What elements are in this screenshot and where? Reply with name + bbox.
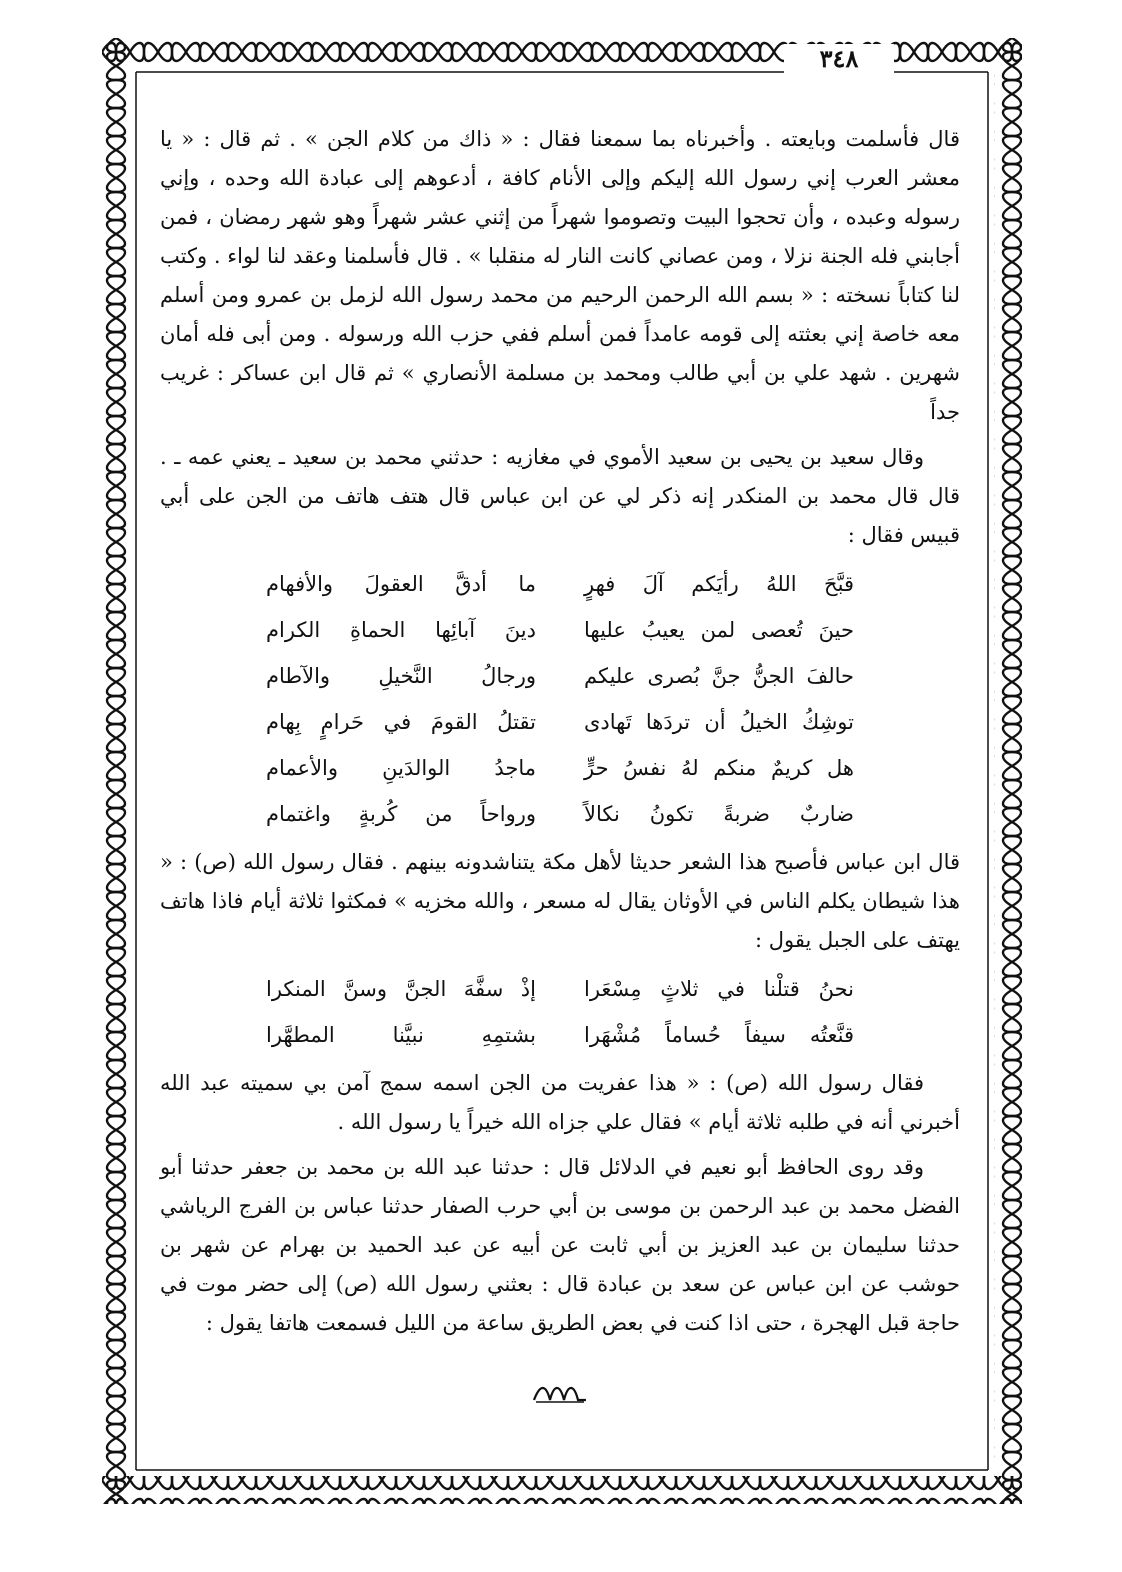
verse <box>160 699 960 745</box>
verse-second-hemistich: ورواحاً من كُربةٍ واغتمام <box>266 802 536 826</box>
verse <box>160 966 960 1012</box>
paragraph-5: وقد روى الحافظ أبو نعيم في الدلائل قال : حدثنا عبد الله بن محمد بن جعفر حدثنا أبو الفضل محمد بن عبد الرحمن بن موسى بن أبي حرب الصفار حدثنا عباس بن الفرج الرياشي حدثنا سليمان بن عبد العزيز بن أبي ثابت عن أبيه عن عبد الحميد بن بهرام عن شهر بن حوشب عن ابن عباس عن سعد بن عبادة قال : بعثني رسول الله (ص) إلى حضر موت في حاجة قبل الهجرة ، حتى اذا كنت في بعض الطريق ساعة من الليل فسمعت هاتفا يقول : <box>160 1155 960 1335</box>
poem-2 <box>160 966 960 1058</box>
verse-second-hemistich: بشتمِهِ نبيَّنا المطهَّرا <box>266 1023 536 1047</box>
verse-first-hemistich: ضاربٌ ضربةً تكونُ نكالاً <box>584 802 854 826</box>
verse-second-hemistich: تقتلُ القومَ في حَرامٍ بِهام <box>266 710 536 734</box>
ornament-glyph-icon <box>530 1380 590 1406</box>
verse <box>160 653 960 699</box>
verse-second-hemistich: ورجالُ النَّخيلِ والآطام <box>266 664 536 688</box>
verse-second-hemistich: ماجدُ الوالدَينِ والأعمام <box>266 756 536 780</box>
paragraph-2: وقال سعيد بن يحيى بن سعيد الأموي في مغازيه : حدثني محمد بن سعيد ـ يعني عمه ـ . قال قال محمد بن المنكدر إنه ذكر لي عن ابن عباس قال هتف هاتف من الجن على أبي قبيس فقال : <box>160 445 960 547</box>
verse <box>160 745 960 791</box>
paragraph-1: قال فأسلمت وبايعته . وأخبرناه بما سمعنا فقال : « ذاك من كلام الجن » . ثم قال : « يا معشر العرب إني رسول الله إليكم وإلى الأنام كافة ، أدعوهم إلى عبادة الله وحده ، وإني رسوله وعبده ، وأن تحجوا البيت وتصوموا شهراً من إثني عشر شهراً وهو شهر رمضان ، فمن أجابني فله الجنة نزلا ، ومن عصاني كانت النار له منقلبا » . قال فأسلمنا وعقد لنا لواء . وكتب لنا كتاباً نسخته : « بسم الله الرحمن الرحيم من محمد رسول الله لزمل بن عمرو ومن أسلم معه خاصة إني بعثته إلى قومه عامداً فمن أسلم ففي حزب الله ورسوله . ومن أبى فله أمان شهرين . شهد علي بن أبي طالب ومحمد بن مسلمة الأنصاري » ثم قال ابن عساكر : غريب جداً <box>160 127 960 424</box>
verse <box>160 607 960 653</box>
paragraph-4: فقال رسول الله (ص) : « هذا عفريت من الجن اسمه سمج آمن بي سميته عبد الله أخبرني أنه في طلبه ثلاثة أيام » فقال علي جزاه الله خيراً يا رسول الله . <box>160 1071 960 1134</box>
verse-second-hemistich: إذْ سفَّهَ الجنَّ وسنَّ المنكرا <box>266 977 536 1001</box>
verse <box>160 791 960 837</box>
page-body <box>160 120 960 1349</box>
verse-first-hemistich: هل كريمٌ منكم لهُ نفسُ حرٍّ <box>584 756 854 780</box>
verse-first-hemistich: قنَّعتُه سيفاً حُساماً مُشْهَرا <box>584 1023 854 1047</box>
verse-second-hemistich: ما أدقَّ العقولَ والأفهام <box>266 572 536 596</box>
page-number: ٣٤٨ <box>784 44 894 74</box>
verse-first-hemistich: توشِكُ الخيلُ أن تردَها تَهادى <box>584 710 854 734</box>
verse-first-hemistich: حالفَ الجنُّ جنَّ بُصرى عليكم <box>584 664 854 688</box>
end-ornament-icon <box>490 1380 630 1410</box>
verse-second-hemistich: دينَ آبائِها الحماةِ الكرام <box>266 618 536 642</box>
paragraph-3: قال ابن عباس فأصبح هذا الشعر حديثا لأهل مكة يتناشدونه بينهم . فقال رسول الله (ص) : « هذا شيطان يكلم الناس في الأوثان يقال له مسعر ، والله مخزيه » فمكثوا ثلاثة أيام فاذا هاتف يهتف على الجبل يقول : <box>160 850 961 952</box>
poem-1 <box>160 561 960 837</box>
verse <box>160 561 960 607</box>
verse-first-hemistich: حينَ تُعصى لمن يعيبُ عليها <box>584 618 854 642</box>
verse-first-hemistich: قبَّحَ اللهُ رأيَكم آلَ فهرٍ <box>584 572 854 596</box>
verse-first-hemistich: نحنُ قتلْنا في ثلاثٍ مِسْعَرا <box>584 977 854 1001</box>
verse <box>160 1012 960 1058</box>
